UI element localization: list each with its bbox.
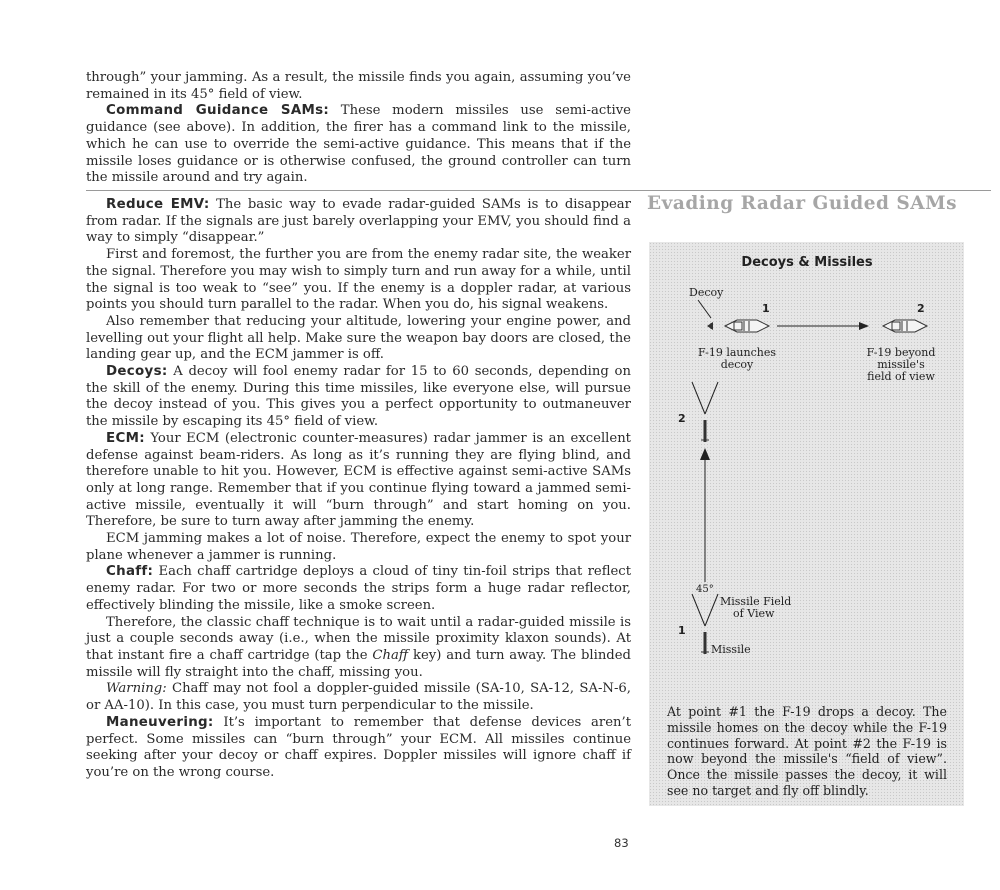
missile-label: Missile [711,643,751,656]
warning-text: Chaff may not fool a doppler-guided missile (SA-10, SA-12, SA-N-6, or AA-10). In this case, you must turn perpendicular to the missile. [86,681,631,714]
f19-aircraft-icon-2 [883,320,927,332]
missile-fov-upper [692,382,718,414]
paragraph-ecm-noise: ECM jamming makes a lot of noise. Therefore, expect the enemy to spot your plane whenever a jammer is running. [86,531,631,563]
missile-fov-lower [692,594,718,626]
section-title: Evading Radar Guided SAMs [647,193,957,214]
main-text-column [86,197,631,782]
diagram-title: Decoys & Missiles [741,255,873,270]
chaff-key-name: Chaff [372,647,409,663]
top-text-block [86,70,631,187]
chaff-technique-text-a: Therefore, the classic chaff technique is to wait until a radar-guided missile is just a couple seconds away (i.e., when the missile proximity klaxon sounds). At that instant fire a chaff cartridge (tap the [86,614,631,663]
missile-icon-lower [701,632,709,654]
section-divider-rule [86,190,991,191]
paragraph-continuation: through” your jamming. As a result, the missile finds you again, assuming you’ve remained in its 45° field of view. [86,70,631,102]
page-number: 83 [614,836,629,850]
missile-path-arrow-head [700,448,710,460]
heading-maneuvering: Maneuvering: [106,714,214,730]
decoy-label: Decoy [689,286,724,299]
paragraph-maneuvering [86,715,631,782]
paragraph-chaff-technique [86,615,631,682]
point-1-top-label: 1 [762,302,770,315]
paragraph-chaff [86,564,631,614]
heading-decoys: Decoys: [106,364,168,380]
missile-icon-upper [701,420,709,442]
paragraph-command-guidance [86,103,631,187]
fov-angle-label: 45° [696,584,714,595]
decoy-pointer-line [698,300,711,318]
paragraph-warning [86,681,631,714]
fov-label-line1: Missile Field [720,595,792,608]
launch-caption-line1: F-19 launches [698,346,776,359]
decoy-icon [707,322,713,330]
ecm-text: Your ECM (electronic counter-measures) radar jammer is an excellent defense against beam-riders. As long as it’s running they are flying blind, and therefore unable to hit you. However, ECM is effective against semi-active SAMs only at long range. Remember that if you continue flying toward a jammed semi-active missile, eventually it will “burn through” and start homing on you. Therefore, be sure to turn away after jamming the enemy. [86,430,631,530]
point-1-side-label: 1 [678,624,686,637]
reduce-emv-text: The basic way to evade radar-guided SAMs is to disappear from radar. If the signals are just barely overlapping your EMV, you should find a way to simply “disappear.” [86,197,631,246]
command-guidance-text: These modern missiles use semi-active guidance (see above). In addition, the firer has a command link to the missile, which he can use to override the semi-active guidance. This means that if the missile loses guidance or is otherwise confused, the ground controller can turn the missile around and try again. [86,103,631,186]
diagram-caption: At point #1 the F-19 drops a decoy. The missile homes on the decoy while the F-19 continues forward. At point #2 the F-19 is now beyond the missile's “field of view”. Once the missile passes the decoy, it will see no target and fly off blindly. [667,704,947,798]
warning-label: Warning: [106,681,167,697]
beyond-caption-line3: field of view [867,370,935,383]
paragraph-decoys [86,364,631,431]
flight-arrow-head [859,322,869,330]
maneuvering-text: It’s important to remember that defense devices aren’t perfect. Some missiles can “burn through” your ECM. All missiles continue seeking after your decoy or chaff expires. Doppler missiles will ignore chaff if you’re on the wrong course. [86,714,631,780]
point-2-top-label: 2 [917,302,925,315]
point-2-side-label: 2 [678,412,686,425]
heading-chaff: Chaff: [106,564,154,580]
heading-reduce-emv: Reduce EMV: [106,197,210,212]
launch-caption-line2: decoy [720,358,754,371]
heading-ecm: ECM: [106,430,145,446]
heading-command-guidance: Command Guidance SAMs: [106,103,330,119]
chaff-technique-text-b: key) and turn away. The blinded missile will fly straight into the chaff, missing you. [86,647,631,680]
chaff-text: Each chaff cartridge deploys a cloud of tiny tin-foil strips that reflect enemy radar. For two or more seconds the strips form a huge radar reflector, effectively blinding the missile, like a smoke screen. [86,564,631,613]
beyond-caption-line1: F-19 beyond [866,346,936,359]
paragraph-ecm [86,431,631,531]
paragraph-reduce-emv [86,197,631,247]
f19-aircraft-icon-1 [725,320,769,332]
beyond-caption-line2: missile's [877,358,925,371]
fov-label-line2: of View [733,607,775,620]
decoys-text: A decoy will fool enemy radar for 15 to 60 seconds, depending on the skill of the enemy. During this time missiles, like everyone else, will pursue the decoy instead of you. This gives you a perfect opportunity to outmaneuver the missile by escaping its 45° field of view. [86,364,631,430]
decoys-missiles-sidebar [649,242,964,806]
paragraph-altitude: Also remember that reducing your altitude, lowering your engine power, and levelling out your flight all help. Make sure the weapon bay doors are closed, the landing gear up, and the ECM jammer is off. [86,313,631,363]
paragraph-distance: First and foremost, the further you are from the enemy radar site, the weaker the signal. Therefore you may wish to simply turn and run away for a while, until the signal is too weak to “see” you. If the enemy is a doppler radar, at various points you should turn parallel to the radar. When you do, his signal weakens. [86,247,631,313]
